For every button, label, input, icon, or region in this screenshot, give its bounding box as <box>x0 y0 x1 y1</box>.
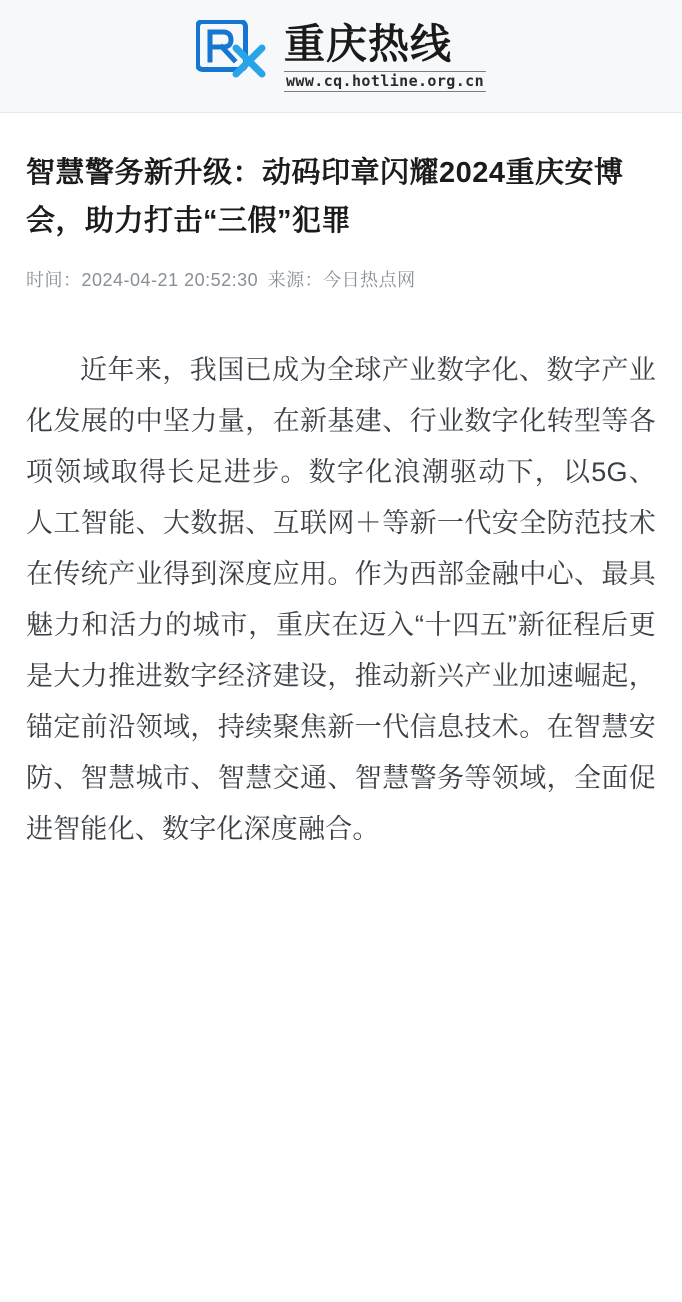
logo-text-block <box>284 20 486 92</box>
logo-title: 重庆热线 <box>283 20 452 68</box>
meta-source-label: 来源： <box>267 270 324 290</box>
article <box>0 113 682 915</box>
site-header <box>0 0 682 113</box>
logo-url: www.cq.hotline.org.cn <box>285 72 485 90</box>
page-title: 智慧警务新升级：动码印章闪耀2024重庆安博会，助力打击“三假”犯罪 <box>26 157 624 237</box>
article-body <box>26 345 656 915</box>
site-logo[interactable] <box>196 20 486 92</box>
meta-source-value: 今日热点网 <box>323 270 416 290</box>
meta-time-label: 时间： <box>26 270 82 290</box>
cq-hotline-logo-icon <box>196 20 270 82</box>
article-meta <box>26 267 656 293</box>
meta-separator <box>258 270 268 290</box>
meta-time-value: 2024-04-21 20:52:30 <box>81 270 259 290</box>
article-paragraph: 近年来，我国已成为全球产业数字化、数字产业化发展的中坚力量，在新基建、行业数字化转型等各项领域取得长足进步。数字化浪潮驱动下，以5G、人工智能、大数据、互联网＋等新一代安全防范技术在传统产业得到深度应用。作为西部金融中心、最具魅力和活力的城市，重庆在迈入“十四五”新征程后更是大力推进数字经济建设，推动新兴产业加速崛起，锚定前沿领域，持续聚焦新一代信息技术。在智慧安防、智慧城市、智慧交通、智慧警务等领域，全面促进智能化、数字化深度融合。 <box>26 355 656 844</box>
